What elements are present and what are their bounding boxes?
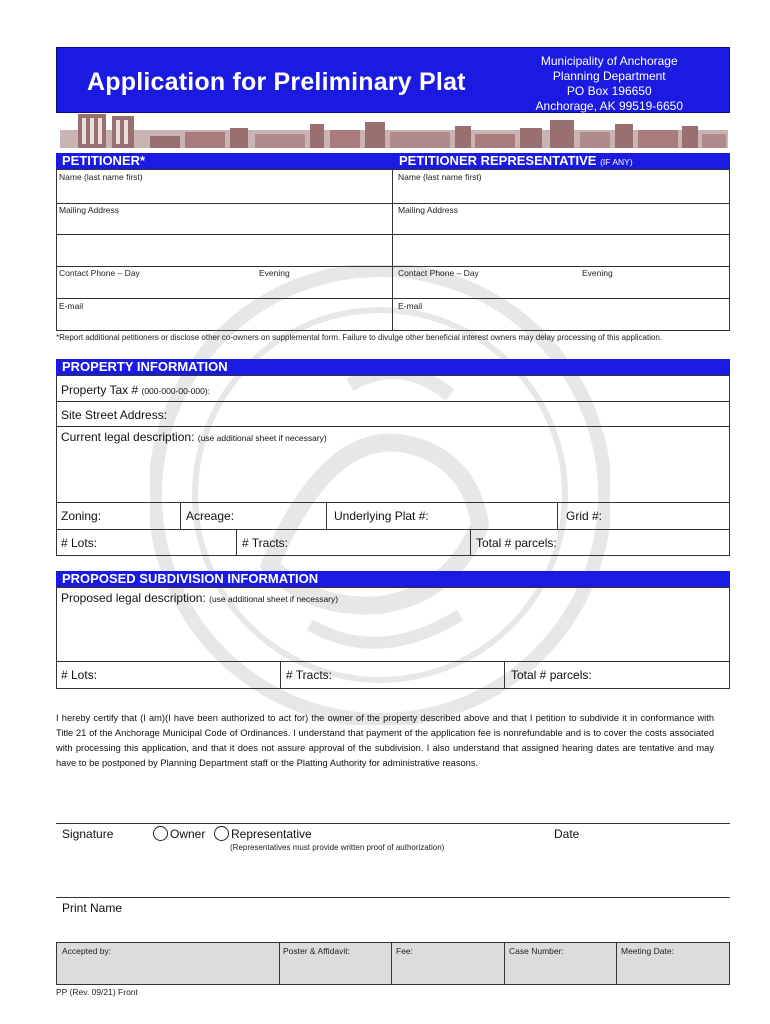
property-tax-field[interactable] <box>61 383 210 397</box>
property-lots-field[interactable]: # Lots: <box>61 536 98 550</box>
representative-note: (Representatives must provide written proof of authorization) <box>230 843 445 852</box>
row-divider <box>56 203 730 204</box>
form-id: PP (Rev. 09/21) Front <box>56 987 138 997</box>
property-heading: PROPERTY INFORMATION <box>56 359 730 375</box>
petitioner-phone-evening-field[interactable]: Evening <box>259 268 290 278</box>
page-title: Application for Preliminary Plat <box>87 68 466 96</box>
col-divider <box>504 661 505 689</box>
property-section <box>56 359 730 556</box>
owner-radio[interactable] <box>153 826 168 841</box>
proposed-tracts-field[interactable]: # Tracts: <box>286 668 333 682</box>
col-divider <box>557 502 558 529</box>
proposed-section <box>56 571 730 689</box>
zoning-field[interactable]: Zoning: <box>61 509 102 523</box>
row-divider <box>56 661 730 662</box>
col-divider <box>470 529 471 556</box>
row-divider <box>56 529 730 530</box>
proposed-legal-note: (use additional sheet if necessary) <box>209 594 339 604</box>
signature-label: Signature <box>62 827 114 841</box>
property-tracts-field[interactable]: # Tracts: <box>242 536 289 550</box>
petitioner-footnote: *Report additional petitioners or disclose other co-owners on supplemental form. Failure to divulge other beneficial interest owners may delay processing of this application. <box>56 333 663 342</box>
col-divider <box>326 502 327 529</box>
col-divider <box>180 502 181 529</box>
petitioner-section <box>56 153 730 331</box>
proposed-lots-field[interactable]: # Lots: <box>61 668 98 682</box>
representative-radio[interactable] <box>214 826 229 841</box>
row-divider <box>56 502 730 503</box>
address-line: Municipality of Anchorage <box>540 54 678 68</box>
petitioner-name-field[interactable]: Name (last name first) <box>59 172 143 182</box>
accepted-by-field[interactable]: Accepted by: <box>62 946 112 956</box>
representative-phone-evening-field[interactable]: Evening <box>582 268 613 278</box>
representative-heading-text: PETITIONER REPRESENTATIVE <box>399 153 597 168</box>
property-parcels-field[interactable]: Total # parcels: <box>476 536 557 550</box>
proposed-parcels-field[interactable]: Total # parcels: <box>511 668 592 682</box>
representative-email-field[interactable]: E-mail <box>398 301 423 311</box>
row-divider <box>56 266 730 267</box>
column-divider <box>392 169 393 331</box>
address-line: Planning Department <box>552 69 666 83</box>
col-divider <box>616 942 617 985</box>
print-name-line <box>56 897 730 898</box>
current-legal-label: Current legal description: <box>61 430 195 444</box>
site-street-field[interactable]: Site Street Address: <box>61 408 168 422</box>
acreage-field[interactable]: Acreage: <box>186 509 235 523</box>
petitioner-heading: PETITIONER* <box>56 153 393 169</box>
agency-address <box>536 54 683 114</box>
meeting-date-field[interactable]: Meeting Date: <box>621 946 674 956</box>
col-divider <box>504 942 505 985</box>
date-label: Date <box>554 827 580 841</box>
representative-name-field[interactable]: Name (last name first) <box>398 172 482 182</box>
col-divider <box>391 942 392 985</box>
row-divider <box>56 234 730 235</box>
representative-heading-note: (IF ANY) <box>600 157 633 167</box>
grid-field[interactable]: Grid #: <box>566 509 603 523</box>
col-divider <box>280 661 281 689</box>
representative-mailing-field[interactable]: Mailing Address <box>398 205 459 215</box>
representative-heading <box>393 153 730 169</box>
col-divider <box>279 942 280 985</box>
certification-text: I hereby certify that (I am)(I have been authorized to act for) the owner of the property described above and that I petition to subdivide it in conformance with Title 21 of the Anchorage Municipal Code of Ordinances. I understand that payment of the application fee is nonrefundable and is to cover the costs associated with processing this application, and that it does not assure approval of the subdivision. I also understand that assigned hearing dates are tentative and may have to be postponed by Planning Department staff or the Platting Authority for administrative reasons. <box>56 713 714 768</box>
proposed-legal-field[interactable] <box>61 591 338 605</box>
print-name-label: Print Name <box>62 901 123 915</box>
petitioner-phone-day-field[interactable]: Contact Phone – Day <box>59 268 140 278</box>
property-tax-label: Property Tax # <box>61 383 139 397</box>
proposed-legal-label: Proposed legal description: <box>61 591 206 605</box>
property-tax-format: (000-000-00-000): <box>141 386 211 396</box>
city-skyline-icon <box>60 114 728 148</box>
representative-label: Representative <box>231 827 312 841</box>
col-divider <box>236 529 237 556</box>
row-divider <box>56 426 730 427</box>
representative-phone-day-field[interactable]: Contact Phone – Day <box>398 268 479 278</box>
case-number-field[interactable]: Case Number: <box>509 946 564 956</box>
petitioner-grid <box>56 169 730 331</box>
poster-affidavit-field[interactable]: Poster & Affidavit: <box>283 946 350 956</box>
proposed-heading: PROPOSED SUBDIVISION INFORMATION <box>56 571 730 587</box>
header-banner <box>56 47 730 113</box>
row-divider <box>56 298 730 299</box>
petitioner-mailing-field[interactable]: Mailing Address <box>59 205 120 215</box>
address-line: Anchorage, AK 99519-6650 <box>535 99 683 113</box>
petitioner-email-field[interactable]: E-mail <box>59 301 84 311</box>
underlying-plat-field[interactable]: Underlying Plat #: <box>334 509 429 523</box>
address-line: PO Box 196650 <box>566 84 652 98</box>
signature-line <box>56 823 730 824</box>
current-legal-note: (use additional sheet if necessary) <box>197 433 327 443</box>
current-legal-field[interactable] <box>61 430 327 444</box>
row-divider <box>56 401 730 402</box>
owner-label: Owner <box>170 827 206 841</box>
fee-field[interactable]: Fee: <box>396 946 414 956</box>
